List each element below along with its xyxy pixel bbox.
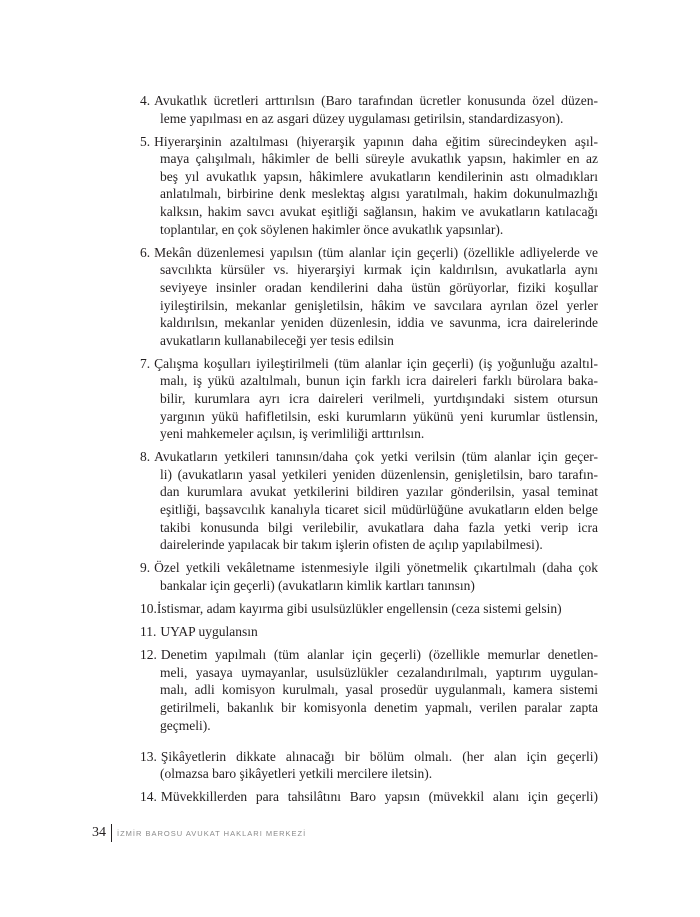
list-item-line-content [160, 408, 598, 426]
list-item-number: 5. [140, 133, 151, 149]
list-item-number: 7. [140, 355, 151, 371]
list-item-text: beş yıl avukatlık yapsın, hâkimlere avukatların kendilerinin astı olmadıkları [160, 168, 598, 184]
list-item-line-content [160, 717, 211, 735]
list-item-text: Avukatların yetkileri tanınsın/daha çok yetki verilsin (tüm alanlar için geçer- [154, 449, 598, 465]
list-item-line [140, 536, 598, 554]
list-item-line [140, 748, 598, 766]
list-item-text: getirilmeli, bakanlık bir komisyonla denetim yapmalı, verilen paralar zapta [160, 700, 598, 715]
numbered-list [140, 92, 598, 806]
list-item [140, 623, 598, 641]
list-item [140, 600, 598, 618]
list-item-number: 9. [140, 560, 151, 576]
list-item-text: takibi konusunda bilgi verilebilir, avukatlara daha fazla yetki verip icra [160, 519, 598, 535]
list-item-text: meli, yasaya uymayanlar, usulsüzlükler cezalandırılmalı, yaptırım uygulan- [160, 664, 598, 680]
list-item-number: 13. [140, 748, 157, 764]
list-item-line-content [140, 92, 598, 110]
list-item-line-content [160, 483, 598, 501]
list-item-text: Çalışma koşulları iyileştirilmeli (tüm alanlar için geçerli) (iş yoğunluğu azaltıl- [154, 355, 598, 371]
list-item-text: bilir, kurumlara ayrı icra daireleri verilmeli, yurtdışındaki sistem otursun [160, 391, 599, 406]
list-item-text: Şikâyetlerin dikkate alınacağı bir bölüm olmalı. (her alan için geçerli) [160, 748, 599, 764]
list-item-line-content [160, 425, 424, 443]
page-number: 34 [92, 825, 106, 840]
list-item-line-content [160, 699, 598, 717]
list-item-line [140, 765, 598, 783]
list-item [140, 559, 598, 594]
list-item-line [140, 425, 598, 443]
list-item-text: maya çalışılmalı, hâkimler de belli süreyle avukatlık yapsın, hakimler en az [160, 151, 598, 167]
list-item-line-content [160, 168, 598, 186]
list-item-line [140, 297, 598, 315]
list-item-line [140, 448, 598, 466]
list-item-number: 4. [140, 93, 151, 108]
list-item-line-content [160, 203, 598, 221]
list-item-line [140, 483, 598, 501]
list-item-text: malı, adli komisyon kurulmalı, yasal prosedür uygulanmalı, kamera sistemi [160, 682, 599, 698]
list-item-line [140, 221, 598, 239]
list-item-line [140, 279, 598, 297]
list-item-line [140, 681, 598, 699]
list-item [140, 748, 598, 783]
list-item-text: kalksın, hakim savcı avukat eşitliği sağlansın, hakim ve avukatların katılacağı [160, 204, 598, 220]
list-item-line-content [160, 279, 598, 297]
list-item-line-content [140, 559, 598, 577]
list-item-line-content [160, 110, 563, 128]
list-item-text: Mekân düzenlemesi yapılsın (tüm alanlar için geçerli) (özellikle adliyelerde ve [154, 244, 599, 260]
list-item-line-content [140, 244, 598, 262]
list-item-line-content [140, 623, 258, 641]
list-item-line-content [160, 664, 598, 682]
list-item-text: (olmazsa baro şikâyetleri yetkili mercilere iletsin). [160, 766, 433, 782]
list-item-line-content [160, 261, 598, 279]
list-item [140, 646, 598, 734]
list-item-line-content [160, 150, 598, 168]
list-item-text: eşitliği, başsavcılık kanalıyla ticaret sicil müdürlüğüne avukatların elden belge [160, 502, 598, 518]
list-item-line [140, 314, 598, 332]
list-item [140, 788, 598, 806]
list-item-line [140, 466, 598, 484]
list-item [140, 448, 598, 554]
list-item-line-content [160, 536, 543, 554]
list-item-text: geçmeli). [160, 717, 211, 733]
list-item-text: iyileştirilsin, mekanlar genişletilsin, hâkim ve savcılara ayrılan özel yerler [160, 297, 599, 313]
list-item-number: 14. [140, 789, 157, 805]
list-item-line [140, 717, 598, 735]
list-item-number: 10. [140, 601, 157, 617]
list-item-line [140, 110, 598, 128]
list-item-line [140, 577, 598, 595]
list-item-line-content [160, 519, 598, 537]
list-item-text: yargının yükü hafifletilsin, eski kurumların yükünü yeni kurumlar üstlensin, [160, 408, 598, 424]
list-item-line-content [160, 765, 432, 783]
list-item-text: dairelerinde yapılacak bir takım işlerin ofisten de açılıp yapılabilmesi). [160, 537, 543, 553]
list-item-text: savcılıkta kürsüler vs. hiyerarşiyi kırmak için kaldırılsın, avukatlarla aynı [160, 262, 598, 278]
publication-title: İZMİR BAROSU AVUKAT HAKLARI MERKEZİ [117, 828, 307, 838]
list-item-text: Hiyerarşinin azaltılması (hiyerarşik yapının daha eğitim sürecindeyken aşıl- [154, 133, 599, 149]
list-item-text: kaldırılsın, mekanlar yeniden düzenlesin, iddia ve savunma, icra dairelerinde [160, 315, 599, 331]
list-item-text: yeni mahkemeler açılsın, iş verimliliği arttırılsın. [160, 426, 425, 442]
list-item-text: İstismar, adam kayırma gibi usulsüzlükler engellensin (ceza sistemi gelsin) [156, 601, 562, 617]
list-item-line [140, 600, 598, 618]
list-item-line-content [160, 390, 598, 408]
list-item-line-content [160, 681, 598, 699]
list-item-text: UYAP uygulansın [160, 624, 258, 640]
list-item-line-content [140, 788, 598, 806]
list-item-number: 6. [140, 244, 151, 260]
list-item-text: li) (avukatların yasal yetkileri yeniden düzenlensin, genişletilsin, baro tarafın- [160, 466, 599, 482]
list-item-text: Müvekkillerden para tahsilâtını Baro yapsın (müvekkil alanı için geçerli) [160, 789, 598, 805]
list-item-line [140, 261, 598, 279]
list-item [140, 244, 598, 350]
list-item-line [140, 559, 598, 577]
list-item-text: Avukatlık ücretleri arttırılsın (Baro tarafından ücretler konusunda özel düzen- [154, 93, 599, 108]
list-item-line [140, 203, 598, 221]
list-item-line [140, 664, 598, 682]
list-item-line [140, 623, 598, 641]
list-item-text: toplantılar, en çok söylenen hakimler önce avukatlık yapsınlar). [160, 221, 504, 237]
list-item-line-content [160, 372, 598, 390]
list-item-line [140, 332, 598, 350]
list-item-text: seviyeye insinler oradan kendilerini daha üstün görüyorlar, fiziki koşullar [160, 279, 598, 295]
list-item-number: 8. [140, 449, 151, 465]
list-item-line [140, 150, 598, 168]
list-item-line-content [160, 221, 503, 239]
list-item-number: 11. [140, 624, 157, 640]
list-item [140, 133, 598, 239]
list-item-line [140, 699, 598, 717]
list-item-text: malı, iş yükü azaltılmalı, bunun için farklı icra daireleri farklı bürolara baka- [160, 373, 598, 389]
list-item-line [140, 390, 598, 408]
footer-divider [111, 824, 112, 842]
list-item-line-content [140, 748, 598, 766]
list-item-text: avukatların kullanabileceği yer tesis edilsin [160, 332, 394, 348]
list-item-line [140, 519, 598, 537]
list-item-text: anlatılmalı, birbirine denk meslektaş algısı yaratılmalı, hakim dokunulmazlığı [160, 186, 598, 202]
list-item [140, 355, 598, 443]
list-item-line-content [160, 501, 598, 519]
list-item-line-content [160, 332, 394, 350]
list-item-line-content [140, 600, 562, 618]
list-item-text: bankalar için geçerli) (avukatların kimlik kartları tanınsın) [160, 577, 475, 593]
list-item-text: Denetim yapılmalı (tüm alanlar için geçerli) (özellikle memurlar denetlen- [160, 647, 598, 663]
list-item-text: leme yapılması en az asgari düzey uygulaması getirilsin, standardizasyon). [160, 110, 564, 126]
list-item-line-content [160, 297, 598, 315]
list-item-line [140, 133, 598, 151]
list-item-line-content [160, 185, 598, 203]
list-item-line [140, 501, 598, 519]
list-item-line-content [140, 448, 598, 466]
list-item-line-content [160, 577, 475, 595]
list-item-line [140, 244, 598, 262]
list-item-line [140, 92, 598, 110]
list-item-line-content [140, 646, 598, 664]
list-item-text: Özel yetkili vekâletname istenmesiyle ilgili yönetmelik çıkartılmalı (daha çok [154, 560, 599, 576]
list-item-line-content [160, 314, 598, 332]
list-item-text: dan kurumlara avukat yetkilerini bildiren yazılar gönderilsin, yasal teminat [160, 484, 599, 500]
list-item-line [140, 355, 598, 373]
list-item-line [140, 788, 598, 806]
list-item-number: 12. [140, 647, 157, 663]
list-item-line [140, 168, 598, 186]
list-item-line [140, 408, 598, 426]
page-footer [92, 824, 306, 842]
list-item [140, 92, 598, 127]
list-item-line [140, 185, 598, 203]
list-item-line [140, 372, 598, 390]
list-item-line [140, 646, 598, 664]
list-item-line-content [160, 466, 598, 484]
list-item-line-content [140, 133, 598, 151]
list-item-line-content [140, 355, 598, 373]
